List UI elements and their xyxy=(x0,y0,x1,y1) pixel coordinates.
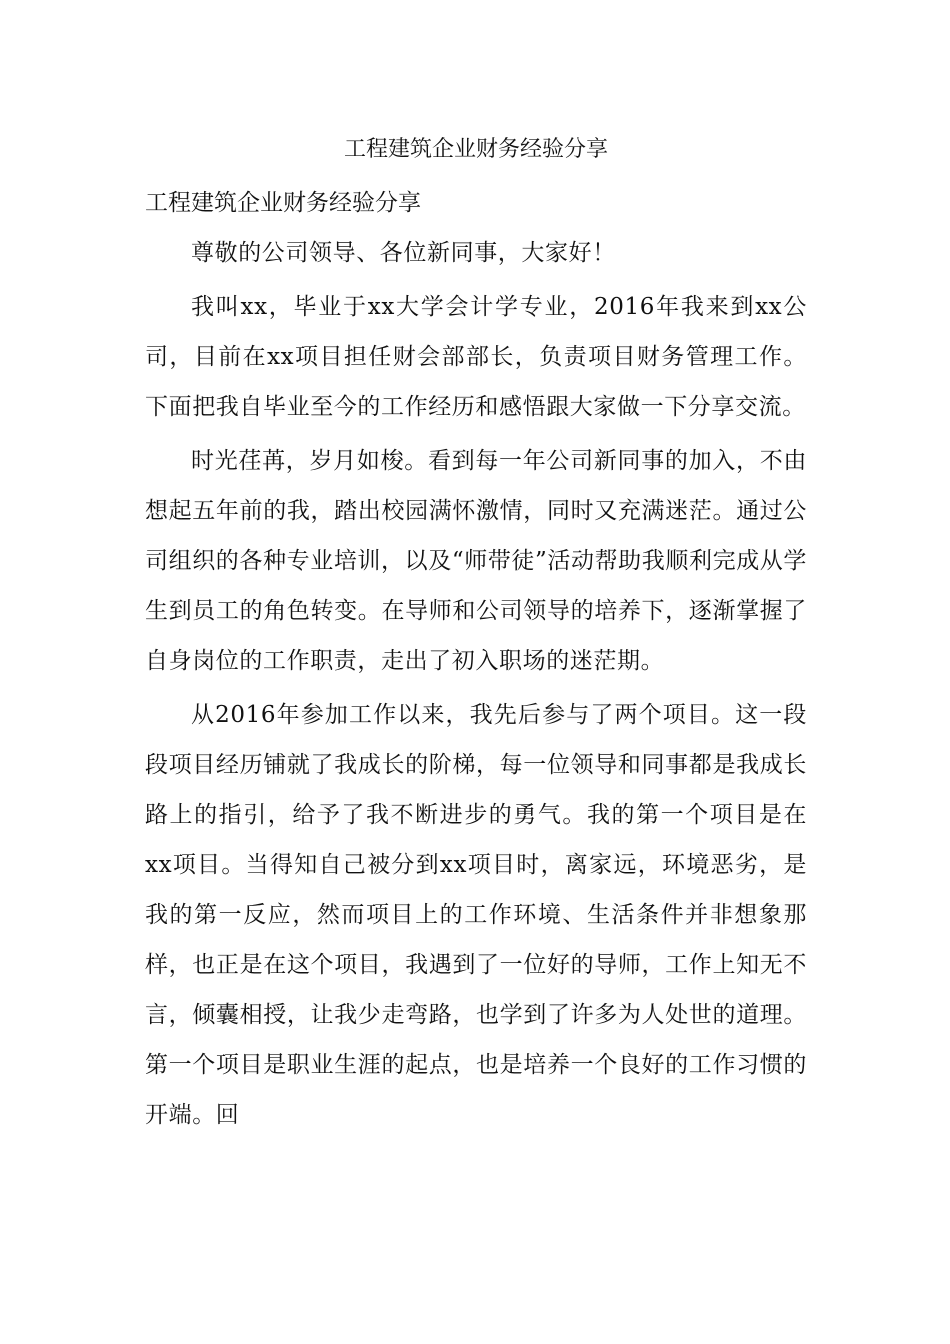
document-title: 工程建筑企业财务经验分享 xyxy=(343,137,608,162)
document-subtitle: 工程建筑企业财务经验分享 xyxy=(145,190,421,216)
paragraph-greeting: 尊敬的公司领导、各位新同事，大家好！ xyxy=(191,240,616,266)
paragraph-early-career: 时光荏苒，岁月如梭。看到每一年公司新同事的加入，不由想起五年前的我，踏出校园满怀激情，同时又充满迷茫。通过公司组织的各种专业培训，以及“师带徒”活动帮助我顺利完成从学生到员工的角色转变。在导师和公司领导的培养下，逐渐掌握了自身岗位的工作职责，走出了初入职场的迷茫期。 xyxy=(145,448,807,674)
paragraph-introduction: 我叫xx，毕业于xx大学会计学专业，2016年我来到xx公司，目前在xx项目担任财会部部长，负责项目财务管理工作。下面把我自毕业至今的工作经历和感悟跟大家做一下分享交流。 xyxy=(145,294,807,420)
document-page xyxy=(145,120,807,1140)
paragraph-project-experience: 从2016年参加工作以来，我先后参与了两个项目。这一段段项目经历铺就了我成长的阶梯，每一位领导和同事都是我成长路上的指引，给予了我不断进步的勇气。我的第一个项目是在xx项目。当得知自己被分到xx项目时，离家远，环境恶劣，是我的第一反应，然而项目上的工作环境、生活条件并非想象那样，也正是在这个项目，我遇到了一位好的导师，工作上知无不言，倾囊相授，让我少走弯路，也学到了许多为人处世的道理。第一个项目是职业生涯的起点，也是培养一个良好的工作习惯的开端。回 xyxy=(145,702,807,1128)
